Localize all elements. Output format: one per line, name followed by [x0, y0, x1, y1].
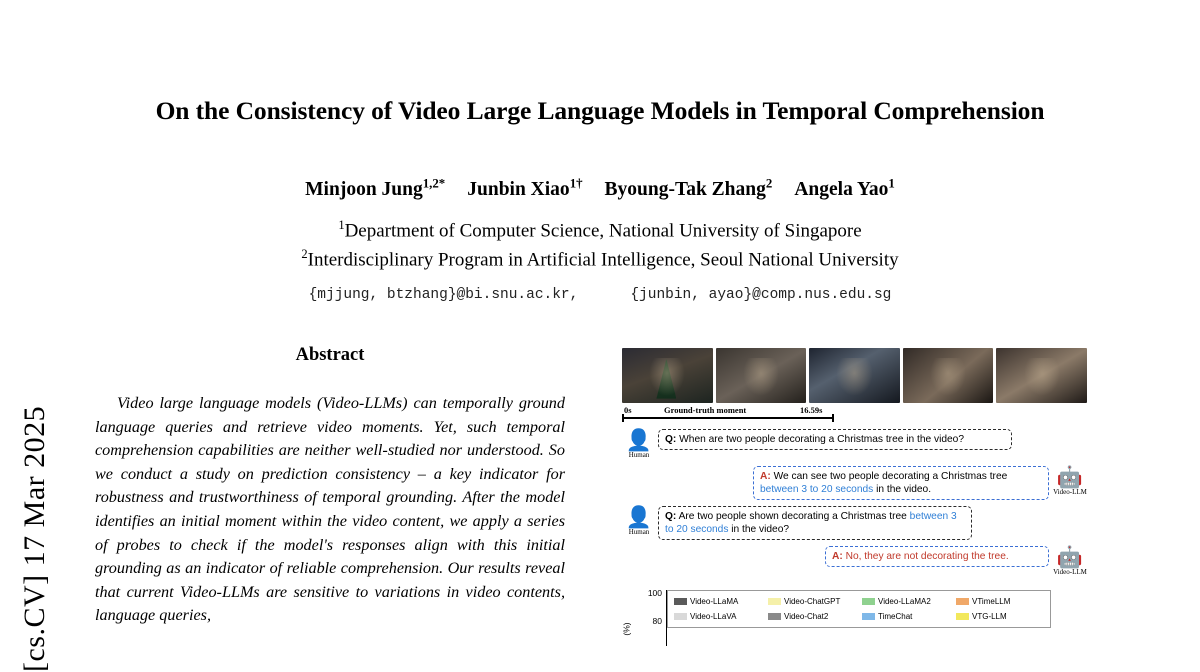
abstract-heading: Abstract	[295, 345, 365, 365]
model-avatar-1	[1053, 466, 1087, 497]
human-icon: 👤	[625, 504, 653, 529]
answer-text-2: No, they are not decorating the tree.	[845, 550, 1009, 562]
author-list	[95, 176, 1105, 201]
legend-swatch	[862, 613, 875, 620]
author-4: Angela Yao$^1$	[794, 176, 895, 200]
question-bubble-2	[658, 506, 972, 540]
dialog-turn-1	[622, 429, 1087, 460]
answer-text-1a: We can see two people decorating a Christmas tree	[773, 470, 1008, 482]
question-text-2c: in the video?	[728, 523, 790, 535]
legend-swatch	[674, 613, 687, 620]
speaker-label-human-1: Human	[628, 451, 650, 459]
legend-item	[768, 595, 856, 608]
human-avatar-2	[622, 506, 656, 537]
affiliation-1: $^1$Department of Computer Science, National University of Singapore	[338, 218, 862, 242]
video-frame-2	[716, 348, 807, 403]
legend-label: Video-LLaMA2	[878, 597, 931, 607]
timeline-axis	[622, 405, 1087, 419]
legend-label: Video-LLaVA	[690, 612, 737, 622]
answer-bubble-2	[825, 546, 1049, 567]
legend-label: TimeChat	[878, 612, 913, 622]
answer-text-1b: between 3 to 20 seconds	[760, 483, 874, 495]
answer-prefix-1: A:	[760, 470, 771, 482]
affiliation-2: $^2$Interdisciplinary Program in Artificial Intelligence, Seoul National University	[301, 247, 899, 271]
timeline-start-label: 0s	[624, 405, 632, 415]
video-frame-5	[996, 348, 1087, 403]
chart-y-axis	[622, 588, 668, 648]
legend-item	[862, 610, 950, 623]
legend-swatch	[956, 613, 969, 620]
video-filmstrip	[622, 348, 1087, 403]
question-prefix-1: Q:	[665, 434, 677, 445]
y-axis-label: (%)	[621, 622, 632, 636]
question-text-2b: between 3 to 20 seconds	[665, 510, 957, 535]
y-tick-80: 80	[652, 616, 662, 626]
video-frame-1	[622, 348, 713, 403]
human-icon: 👤	[625, 428, 653, 452]
legend-item	[674, 595, 762, 608]
author-2: Junbin Xiao$^{1\dagger}$	[467, 176, 583, 200]
dialog-turn-4	[622, 546, 1087, 577]
legend-label: VTimeLLM	[972, 597, 1011, 607]
legend-label: Video-Chat2	[784, 612, 829, 622]
author-1: Minjoon Jung$^{1,2*}$	[305, 176, 446, 200]
question-prefix-2: Q:	[665, 510, 677, 522]
human-avatar-1	[622, 429, 656, 460]
speaker-label-model-1: Video-LLM	[1053, 487, 1087, 496]
legend-swatch	[862, 598, 875, 605]
legend-swatch	[956, 598, 969, 605]
robot-icon: 🤖	[1056, 464, 1084, 489]
legend-item	[956, 610, 1044, 623]
timeline-end-label: 16.59s	[800, 405, 823, 415]
legend-item	[862, 595, 950, 608]
legend-swatch	[674, 598, 687, 605]
y-tick-100: 100	[647, 588, 662, 598]
speaker-label-model-2: Video-LLM	[1053, 567, 1087, 576]
teaser-figure	[621, 348, 1087, 636]
legend-item	[768, 610, 856, 623]
video-frame-4	[903, 348, 994, 403]
arxiv-stamp: [cs.CV] 17 Mar 2025	[18, 405, 51, 672]
abstract-text: Video large language models (Video-LLMs) can temporally ground language queries and retrieve video moments. Yet, such temporal comprehension capabilities are neither well-studied nor understood. So we conduct a study on prediction consistency – a key indicator for robustness and trustworthiness of temporal grounding. After the model identifies an initial moment within the video content, we apply a series of probes to check if the model's responses align with this initial grounding as an indicator of reliable comprehension. Our results reveal that current Video-LLMs are sensitive to variations in video contents, language queries,	[95, 394, 565, 625]
legend-label: Video-LLaMA	[690, 597, 739, 607]
model-avatar-2	[1053, 546, 1087, 577]
answer-bubble-1	[753, 466, 1049, 500]
email-group-2: {junbin, ayao}@comp.nus.edu.sg	[630, 287, 892, 303]
speaker-label-human-2: Human	[628, 527, 650, 536]
timeline-bar	[622, 417, 834, 419]
chart-axis-line	[666, 590, 667, 646]
author-3: Byoung-Tak Zhang$^2$	[604, 176, 773, 200]
email-group-1: {mjjung, btzhang}@bi.snu.ac.kr,	[308, 287, 579, 303]
question-text-2a: Are two people shown decorating a Christmas tree	[678, 510, 910, 522]
question-bubble-1	[658, 429, 1012, 450]
robot-icon: 🤖	[1056, 544, 1084, 569]
answer-text-1c: in the video.	[873, 483, 932, 495]
chart-legend	[667, 590, 1051, 628]
video-frame-3	[809, 348, 900, 403]
legend-item	[956, 595, 1044, 608]
dialog-panel	[622, 429, 1087, 576]
dialog-turn-3	[622, 506, 1087, 540]
dialog-turn-2	[622, 466, 1087, 500]
question-text-1: When are two people decorating a Christmas tree in the video?	[679, 434, 965, 445]
legend-label: VTG-LLM	[972, 612, 1007, 622]
timeline-moment-label: Ground-truth moment	[664, 405, 747, 415]
legend-swatch	[768, 613, 781, 620]
author-emails	[95, 287, 1105, 303]
page-title: On the Consistency of Video Large Language Models in Temporal Comprehension	[155, 96, 1045, 125]
legend-item	[674, 610, 762, 623]
answer-prefix-2: A:	[832, 550, 843, 562]
legend-swatch	[768, 598, 781, 605]
legend-label: Video-ChatGPT	[784, 597, 841, 607]
